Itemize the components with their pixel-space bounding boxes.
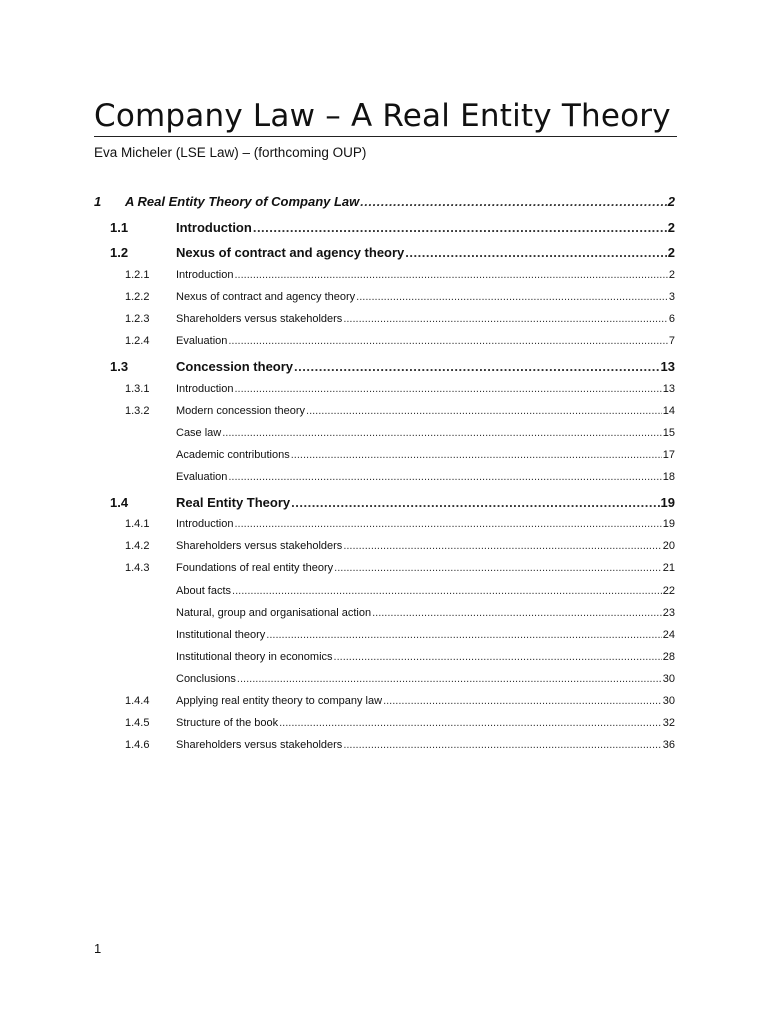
toc-dot-leader [334, 651, 662, 663]
toc-entry-number: 1.3.2 [125, 405, 150, 417]
toc-entry[interactable] [176, 585, 675, 600]
toc-entry[interactable] [125, 313, 675, 328]
toc-entry-number: 1.4.4 [125, 695, 150, 707]
page-number: 1 [94, 941, 102, 956]
toc-entry[interactable] [125, 518, 675, 533]
toc-dot-leader [306, 405, 662, 417]
toc-dot-leader [232, 585, 662, 597]
toc-entry-label: Shareholders versus stakeholders [176, 313, 343, 325]
toc-dot-leader [383, 695, 662, 707]
toc-entry-label: Institutional theory [176, 629, 266, 641]
toc-entry-page: 3 [668, 291, 675, 303]
toc-entry-page: 6 [668, 313, 675, 325]
toc-entry-page: 30 [662, 695, 675, 707]
toc-entry-number: 1.2.3 [125, 313, 150, 325]
toc-dot-leader [405, 245, 666, 260]
toc-dot-leader [360, 194, 666, 209]
toc-entry-label: Natural, group and organisational action [176, 607, 372, 619]
toc-entry-label: Introduction [176, 220, 252, 235]
toc-entry-page: 32 [662, 717, 675, 729]
toc-dot-leader [334, 562, 662, 574]
toc-entry-label: A Real Entity Theory of Company Law [125, 194, 360, 209]
document-title: Company Law – A Real Entity Theory [94, 98, 671, 134]
toc-entry[interactable] [110, 220, 675, 238]
toc-entry-label: Foundations of real entity theory [176, 562, 334, 574]
toc-entry[interactable] [125, 291, 675, 306]
toc-entry-number: 1.1 [110, 220, 129, 235]
toc-entry-page: 19 [662, 518, 675, 530]
toc-entry-page: 2 [668, 269, 675, 281]
toc-entry[interactable] [110, 245, 675, 263]
toc-entry[interactable] [176, 629, 675, 644]
toc-entry-label: Case law [176, 427, 222, 439]
toc-entry-page: 2 [667, 194, 675, 209]
toc-entry-page: 19 [660, 495, 675, 510]
toc-entry[interactable] [125, 562, 675, 577]
toc-entry-label: Shareholders versus stakeholders [176, 739, 343, 751]
toc-dot-leader [222, 427, 662, 439]
toc-entry[interactable] [125, 540, 675, 555]
toc-entry-number: 1.3.1 [125, 383, 150, 395]
toc-entry-label: About facts [176, 585, 232, 597]
toc-entry-number: 1.4.1 [125, 518, 150, 530]
toc-dot-leader [228, 471, 661, 483]
toc-entry-number: 1.4 [110, 495, 129, 510]
toc-entry-page: 24 [662, 629, 675, 641]
toc-entry-page: 2 [667, 245, 675, 260]
toc-entry-label: Real Entity Theory [176, 495, 291, 510]
toc-entry-page: 22 [662, 585, 675, 597]
toc-entry-number: 1.2.4 [125, 335, 150, 347]
toc-entry-label: Conclusions [176, 673, 236, 685]
toc-entry-page: 15 [662, 427, 675, 439]
toc-entry-label: Structure of the book [176, 717, 279, 729]
toc-entry-number: 1.2.1 [125, 269, 150, 281]
toc-entry-page: 28 [662, 651, 675, 663]
toc-entry-label: Academic contributions [176, 449, 290, 461]
toc-entry-label: Concession theory [176, 359, 294, 374]
toc-dot-leader [291, 495, 659, 510]
toc-entry[interactable] [176, 471, 675, 486]
toc-entry-label: Nexus of contract and agency theory [176, 245, 405, 260]
toc-entry[interactable] [110, 359, 675, 377]
toc-entry-page: 17 [662, 449, 675, 461]
toc-entry-number: 1.3 [110, 359, 129, 374]
toc-entry-label: Institutional theory in economics [176, 651, 333, 663]
toc-entry[interactable] [125, 335, 675, 350]
toc-entry[interactable] [125, 405, 675, 420]
toc-entry-label: Introduction [176, 383, 234, 395]
toc-entry-page: 30 [662, 673, 675, 685]
toc-entry-page: 21 [662, 562, 675, 574]
toc-entry-label: Evaluation [176, 471, 228, 483]
toc-entry-number: 1 [94, 194, 102, 209]
toc-entry[interactable] [125, 269, 675, 284]
toc-entry-page: 13 [660, 359, 675, 374]
toc-entry-number: 1.4.6 [125, 739, 150, 751]
toc-dot-leader [234, 518, 661, 530]
toc-entry[interactable] [176, 449, 675, 464]
toc-entry-label: Applying real entity theory to company law [176, 695, 383, 707]
document-subtitle: Eva Micheler (LSE Law) – (forthcoming OUP) [94, 145, 367, 160]
toc-entry-number: 1.2.2 [125, 291, 150, 303]
toc-dot-leader [234, 269, 667, 281]
toc-dot-leader [343, 540, 661, 552]
toc-entry-page: 14 [662, 405, 675, 417]
toc-entry[interactable] [125, 717, 675, 732]
toc-entry-label: Introduction [176, 269, 234, 281]
toc-dot-leader [356, 291, 668, 303]
toc-entry-label: Shareholders versus stakeholders [176, 540, 343, 552]
toc-entry[interactable] [94, 194, 675, 212]
toc-entry-label: Evaluation [176, 335, 228, 347]
toc-entry-page: 7 [668, 335, 675, 347]
toc-entry[interactable] [176, 427, 675, 442]
title-rule [94, 136, 677, 137]
toc-entry-label: Introduction [176, 518, 234, 530]
toc-entry-number: 1.2 [110, 245, 129, 260]
toc-dot-leader [372, 607, 662, 619]
toc-dot-leader [253, 220, 667, 235]
toc-entry-number: 1.4.3 [125, 562, 150, 574]
toc-entry[interactable] [176, 607, 675, 622]
toc-entry[interactable] [110, 495, 675, 513]
toc-entry-page: 13 [662, 383, 675, 395]
toc-dot-leader [266, 629, 661, 641]
toc-entry-number: 1.4.2 [125, 540, 150, 552]
toc-entry-page: 2 [667, 220, 675, 235]
toc-entry-page: 20 [662, 540, 675, 552]
toc-dot-leader [234, 383, 661, 395]
toc-entry-label: Nexus of contract and agency theory [176, 291, 356, 303]
toc-entry-page: 18 [662, 471, 675, 483]
toc-entry[interactable] [125, 383, 675, 398]
toc-dot-leader [291, 449, 662, 461]
toc-entry-label: Modern concession theory [176, 405, 306, 417]
toc-dot-leader [343, 313, 668, 325]
toc-dot-leader [279, 717, 662, 729]
toc-dot-leader [228, 335, 668, 347]
toc-entry[interactable] [176, 651, 675, 666]
toc-entry[interactable] [176, 673, 675, 688]
toc-dot-leader [237, 673, 662, 685]
toc-dot-leader [294, 359, 660, 374]
toc-entry[interactable] [125, 739, 675, 754]
toc-entry-page: 23 [662, 607, 675, 619]
toc-entry[interactable] [125, 695, 675, 710]
toc-dot-leader [343, 739, 661, 751]
toc-entry-page: 36 [662, 739, 675, 751]
toc-entry-number: 1.4.5 [125, 717, 150, 729]
